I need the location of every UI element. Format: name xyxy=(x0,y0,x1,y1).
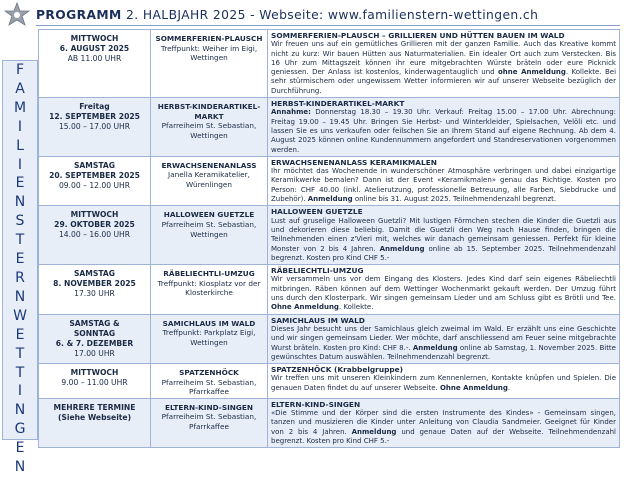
event-date-line1: SAMSTAG & xyxy=(69,318,120,328)
event-text-bold: ohne Anmeldung xyxy=(497,68,566,77)
event-location: Janella Keramikatelier, Würenlingen xyxy=(168,170,250,190)
sidebar-letter: A xyxy=(15,80,25,97)
sidebar-letter: I xyxy=(17,156,23,173)
event-time: 9.00 – 11.00 UHR xyxy=(61,378,128,388)
event-date-line2: 20. SEPTEMBER 2025 xyxy=(49,170,140,180)
event-text-bold: Ohne Anmeldung xyxy=(271,303,339,312)
event-name-cell xyxy=(151,98,268,157)
event-description-cell xyxy=(268,156,620,205)
event-text-part2: . Kollekte. xyxy=(338,303,374,312)
event-date-line3: 6. & 7. DEZEMBER xyxy=(55,338,134,348)
event-text-bold: Anmeldung xyxy=(351,427,397,436)
event-date-line2: SONNTAG xyxy=(73,328,116,338)
sidebar-letter: T xyxy=(15,345,25,362)
event-name: HALLOWEEN GUETZLE xyxy=(163,210,255,220)
event-date-line2: 12. SEPTEMBER 2025 xyxy=(49,112,140,122)
event-date-line1: SAMSTAG xyxy=(73,269,116,279)
event-date-cell xyxy=(39,314,151,363)
program-row xyxy=(39,30,620,98)
program-row xyxy=(39,314,620,363)
event-text-part2: . Kollekte. Bei sehr stürmischem oder ungewissem Wetter informieren wir auf unserer Webseite bezüglich der Durchführung. xyxy=(271,68,617,95)
event-date-line1: MITTWOCH xyxy=(70,210,119,220)
event-name: SPATZENHÖCK xyxy=(179,368,239,378)
event-location: Treffpunkt: Kiosplatz vor der Klosterkirche xyxy=(157,278,261,298)
sidebar-letter: M xyxy=(13,99,27,116)
event-date-line1: MITTWOCH xyxy=(70,368,119,378)
program-row xyxy=(39,156,620,205)
sidebar-letter: F xyxy=(15,62,25,78)
event-date-cell xyxy=(39,98,151,157)
sidebar-letter: N xyxy=(14,194,26,211)
event-heading: HERBST-KINDERARTIKEL-MARKT xyxy=(271,99,405,109)
event-heading: ERWACHSENENANLASS KERAMIKMALEN xyxy=(271,157,437,167)
event-time: AB 11.00 UHR xyxy=(67,54,122,63)
event-location: Pfarreiheim St. Sebastian, Pfarrkaffee xyxy=(161,377,257,397)
sidebar-letter: L xyxy=(16,137,24,154)
event-text xyxy=(271,275,616,312)
event-name-cell xyxy=(151,30,268,98)
event-name-cell xyxy=(151,265,268,314)
star-family-logo-icon xyxy=(4,2,30,28)
event-date-line1: MEHRERE TERMINE xyxy=(53,402,136,412)
sidebar-vertical-title xyxy=(2,60,38,476)
event-heading: SAMICHLAUS IM WALD xyxy=(271,315,365,325)
event-text xyxy=(271,108,616,154)
event-text-bold: Anmeldung xyxy=(379,244,425,253)
event-heading: HALLOWEEN GUETZLE xyxy=(271,207,363,217)
event-text-part1: Lust auf gruselige Halloween Guetzli? Mit lustigen Förmchen stechen die Kinder die Guetzli aus und dekorieren diese beliebig. Damit die Guetzli den Weg nach Hause finden, bringen die Teilnehmenden einen z'Vieri mit, welches wir danach gemeinsam geniessen. Perfekt für kleine Monster von 2 bis 4 Jahren. xyxy=(271,216,616,253)
event-date-cell xyxy=(39,30,151,98)
event-text-part1: Wir versammeln uns vor dem Eingang des Klosters. Jedes Kind darf sein eigenes Räbeliechtli mitbringen. Räben können auf dem Wettinger Wochenmarkt gekauft werden. Der Umzug führt uns durch den Klosterpark. Wir singen gemeinsam Lieder und am Schluss gibt es Brötli und Tee. xyxy=(271,275,616,303)
event-date-line1: MITTWOCH xyxy=(70,34,119,43)
event-date-cell xyxy=(39,364,151,399)
event-time: 09.00 – 12.00 UHR xyxy=(58,180,131,190)
event-name: ELTERN-KIND-SINGEN xyxy=(165,402,253,412)
event-text-part1: Wir treffen uns mit unseren Kleinkindern zum Kennenlernen, Kontakte knüpfen und Spielen. Die genauen Daten findet du auf unserer Webseite. xyxy=(271,374,616,392)
sidebar-letter: N xyxy=(14,288,26,305)
event-text xyxy=(271,40,616,96)
event-date-line1: SAMSTAG xyxy=(73,160,116,170)
sidebar-letter: E xyxy=(15,251,25,268)
event-description-cell xyxy=(268,30,620,98)
event-text-part2: Donnerstag 18.30 – 19.30 Uhr. Verkauf: Freitag 15.00 – 17.00 Uhr. Abrechnung: Freitag 19.00 – 19.45 Uhr. Bringen Sie Herbst- und Winterkleider, Spielsachen, Velöli etc. und lassen Sie es uns verkaufen oder feilschen Sie an Ihrem Stand auf eigene Rechnung. Ab dem 4. August 2025 können online Kundennummern angefordert und Standreservationen vorgenommen werden. xyxy=(271,108,616,154)
sidebar-letter: T xyxy=(15,232,25,249)
event-heading: SPATZENHÖCK (Krabbelgruppe) xyxy=(271,365,404,375)
sidebar-letter: T xyxy=(15,364,25,381)
event-name-cell xyxy=(151,364,268,399)
event-text xyxy=(271,374,616,393)
event-description-cell xyxy=(268,98,620,157)
program-row xyxy=(39,206,620,265)
event-text-part1: Dieses Jahr besucht uns der Samichlaus gleich zweimal im Wald. Er erzählt uns eine Geschichte und wir singen gemeinsam Lieder. Wer möchte, darf anschliessend am Feuer seine mitgebrachte Wurst bräteln. Kosten pro Kind: CHF 8.-. xyxy=(271,324,616,352)
page-header xyxy=(36,5,620,26)
event-date-cell xyxy=(39,206,151,265)
sidebar-letter: I xyxy=(17,118,23,135)
program-row xyxy=(39,398,620,447)
event-name-cell xyxy=(151,156,268,205)
event-time: 17.00 UHR xyxy=(74,348,115,358)
event-description-cell xyxy=(268,364,620,399)
event-text xyxy=(271,325,616,362)
sidebar-letter: I xyxy=(17,383,23,400)
sidebar-letter: E xyxy=(15,175,25,192)
event-text-part2: . xyxy=(507,383,511,392)
event-date-line2: 6. AUGUST 2025 xyxy=(59,44,130,53)
event-text xyxy=(271,217,616,263)
event-heading: SOMMERFERIEN-PLAUSCH – GRILLIEREN UND HÜTTEN BAUEN IM WALD xyxy=(271,31,565,40)
event-name: ERWACHSENENANLASS xyxy=(161,160,257,170)
event-date-line2: 29. OKTOBER 2025 xyxy=(54,220,135,230)
event-name-cell xyxy=(151,314,268,363)
event-description-cell xyxy=(268,398,620,447)
program-row xyxy=(39,364,620,399)
event-date-line1: Freitag xyxy=(79,102,110,112)
program-table xyxy=(38,29,620,448)
event-text-part2: online ab Samstag, 1. November 2025. Bitte gewünschtes Datum auswählen. Teilnehmendenzahl begrenzt. xyxy=(271,343,616,361)
event-date-cell xyxy=(39,398,151,447)
event-name-cell xyxy=(151,398,268,447)
event-time: 14.00 – 16.00 UHR xyxy=(58,230,131,240)
event-text-bold: Anmeldung xyxy=(412,343,458,352)
event-name: RÄBELIECHTLI-UMZUG xyxy=(163,269,255,279)
event-time: 15.00 – 17.00 UHR xyxy=(58,122,131,132)
sidebar-letter: E xyxy=(15,440,25,457)
event-description-cell xyxy=(268,314,620,363)
event-location: Treffpunkt: Weiher im Eigi, Wettingen xyxy=(160,43,258,63)
event-text-part1: Ihr möchtet das Wochenende in wunderschöner Atmosphäre verbringen und dabei einzigartige Keramikwerke bemalen? Dann ist der Event «Keramikmalen» genau das Richtige. Kosten pro Person: CHF 40.00 (inkl. Atelierutzung, professionelle Betreuung, alle Farben, Siebdrucke und Zubehör). xyxy=(271,167,616,204)
sidebar-letter: W xyxy=(13,307,27,324)
title-rest: 2. HALBJAHR 2025 - Webseite: www.familienstern-wettingen.ch xyxy=(121,8,539,22)
sidebar-letter: S xyxy=(15,213,25,230)
program-row xyxy=(39,265,620,314)
event-text-bold: Annahme: xyxy=(271,108,311,117)
event-name: SOMMERFERIEN-PLAUSCH xyxy=(155,34,263,43)
event-location: Pfarreiheim St. Sebastian, Wettingen xyxy=(161,219,257,239)
event-text-part2: online bis 31. August 2025. Teilnehmendenzahl begrenzt. xyxy=(352,195,557,204)
event-text-bold: Ohne Anmeldung xyxy=(439,383,508,392)
event-heading: RÄBELIECHTLI-UMZUG xyxy=(271,266,364,276)
program-row xyxy=(39,98,620,157)
title-bold: PROGRAMM xyxy=(36,8,122,22)
event-text-part2: und genaue Daten auf der Webseite. Teilnehmendenzahl begrenzt. Kosten pro Kind CHF 5.- xyxy=(271,427,616,446)
sidebar-letter: N xyxy=(14,402,26,419)
sidebar-letter: N xyxy=(14,459,26,476)
page-title xyxy=(36,8,538,22)
event-text-part1: Wir freuen uns auf ein gemütliches Grillieren mit der ganzen Familie. Auch das Kreative kommt nicht zu kurz: Wir bauen Hütten aus Naturmaterialien. Ein idealer Ort auch zum Verstecken. Bis 16 Uhr zum Mittagszeit können ihr eure mitgebrachten Würste bräteln oder eure Picknick geniessen. Der Anlass ist kostenlos, kinderwagentauglich und xyxy=(271,40,616,77)
sidebar-letter: E xyxy=(15,326,25,343)
event-time: 17.30 UHR xyxy=(74,289,115,299)
event-description-cell xyxy=(268,265,620,314)
event-location: Pfarreiheim St. Sebastian, Wettingen xyxy=(161,121,257,140)
event-text-part2: online ab 15. September 2025. Teilnehmendenzahl begrenzt. Kosten pro Kind CHF 5.- xyxy=(271,244,616,262)
event-date-cell xyxy=(39,265,151,314)
sidebar-letter: R xyxy=(15,269,25,286)
event-name: HERBST-KINDERARTIKEL-MARKT xyxy=(157,102,261,121)
event-location: Treffpunkt: Parkplatz Eigi, Wettingen xyxy=(162,328,256,347)
event-heading: ELTERN-KIND-SINGEN xyxy=(271,399,361,409)
sidebar-letter: G xyxy=(14,421,26,438)
event-text xyxy=(271,167,616,204)
event-text-part1: «Die Stimme und der Körper sind die ersten Instrumente des Kindes» - Gemeinsam singen, tanzen und musizieren die Kinder unter Anleitung von Claudia Sandmeier. Geeignet für Kinder von 2 bis 4 Jahren. xyxy=(271,409,616,436)
event-name-cell xyxy=(151,206,268,265)
event-description-cell xyxy=(268,206,620,265)
event-date-cell xyxy=(39,156,151,205)
event-location: Pfarreiheim St. Sebastian, Pfarrkaffee xyxy=(161,412,257,432)
event-date-line2: 8. NOVEMBER 2025 xyxy=(53,279,136,289)
event-text-bold: Anmeldung xyxy=(307,195,353,204)
event-date-line2: (Siehe Webseite) xyxy=(57,412,132,422)
event-name: SAMICHLAUS IM WALD xyxy=(162,318,256,328)
